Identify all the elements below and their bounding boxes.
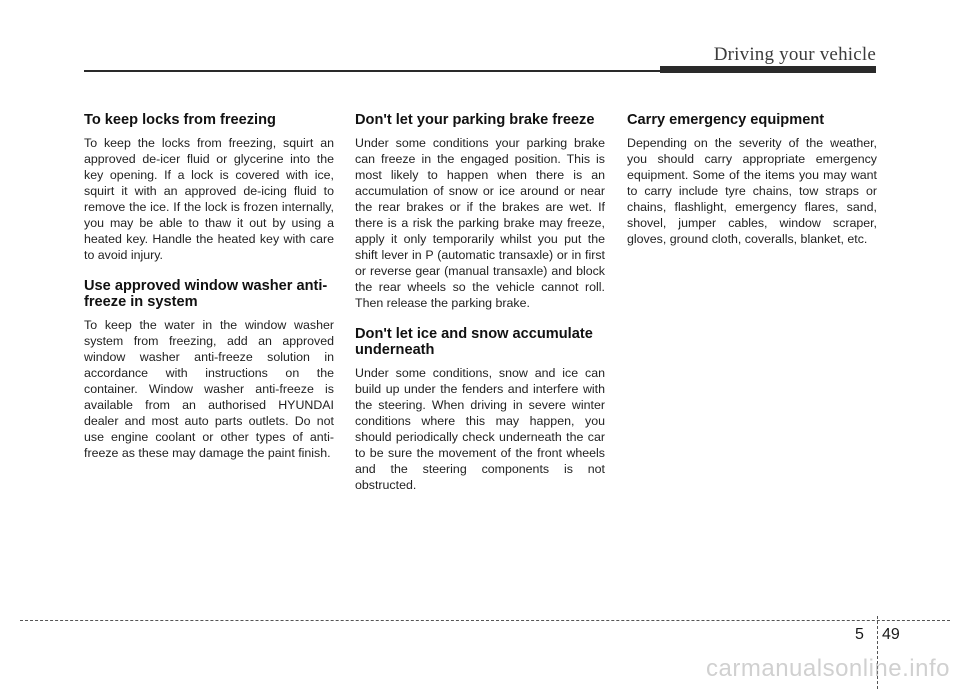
section-body: Depending on the severity of the weather, you should carry appropriate emergency equipment. Some of the items you may want to carry include tyre chains, tow straps or chains, flashlight, emergency flares, sand, shovel, jumper cables, window scraper, gloves, ground cloth, coveralls, blanket, etc. bbox=[627, 136, 877, 246]
watermark-text: carmanualsonline.info bbox=[706, 655, 950, 682]
column-2 bbox=[355, 112, 605, 508]
header-rule bbox=[84, 70, 660, 72]
section-heading: Don't let ice and snow accumulate underneath bbox=[355, 326, 593, 358]
column-3 bbox=[627, 112, 877, 262]
section-body: To keep the water in the window washer system from freezing, add an approved window washer anti-freeze solution in accordance with instructions on the container. Window washer anti-freeze is available from an authorised HYUNDAI dealer and most auto parts outlets. Do not use engine coolant or other types of anti-freeze as these may damage the paint finish. bbox=[84, 318, 334, 460]
section-heading: Don't let your parking brake freeze bbox=[355, 112, 595, 128]
section-heading: Use approved window washer anti-freeze in system bbox=[84, 278, 328, 310]
chapter-number: 5 bbox=[855, 626, 864, 643]
chapter-title: Driving your vehicle bbox=[713, 44, 876, 65]
section-body: To keep the locks from freezing, squirt an approved de-icer fluid or glycerine into the key opening. If a lock is covered with ice, squirt it with an approved de-icing fluid to remove the ice. If the lock is frozen internally, you may be able to thaw it out by using a heated key. Handle the heated key with care to avoid injury. bbox=[84, 136, 334, 262]
page-number: 49 bbox=[882, 626, 900, 643]
header-rule-accent bbox=[660, 66, 876, 73]
section-body: Under some conditions your parking brake can freeze in the engaged position. This is most likely to happen when there is an accumulation of snow or ice around or near the rear brakes or if the brakes are wet. If there is a risk the parking brake may freeze, apply it only temporarily whilst you put the shift lever in P (automatic transaxle) or in first or reverse gear (manual transaxle) and block the rear wheels so the vehicle cannot roll. Then release the parking brake. bbox=[355, 136, 605, 310]
column-1 bbox=[84, 112, 334, 476]
section-body: Under some conditions, snow and ice can build up under the fenders and interfere with the steering. When driving in severe winter conditions where this may happen, you should periodically check underneath the car to be sure the movement of the front wheels and the steering components is not obstructed. bbox=[355, 366, 605, 492]
footer-dashed-rule bbox=[20, 620, 950, 621]
section-heading: To keep locks from freezing bbox=[84, 112, 276, 128]
section-heading: Carry emergency equipment bbox=[627, 112, 825, 128]
